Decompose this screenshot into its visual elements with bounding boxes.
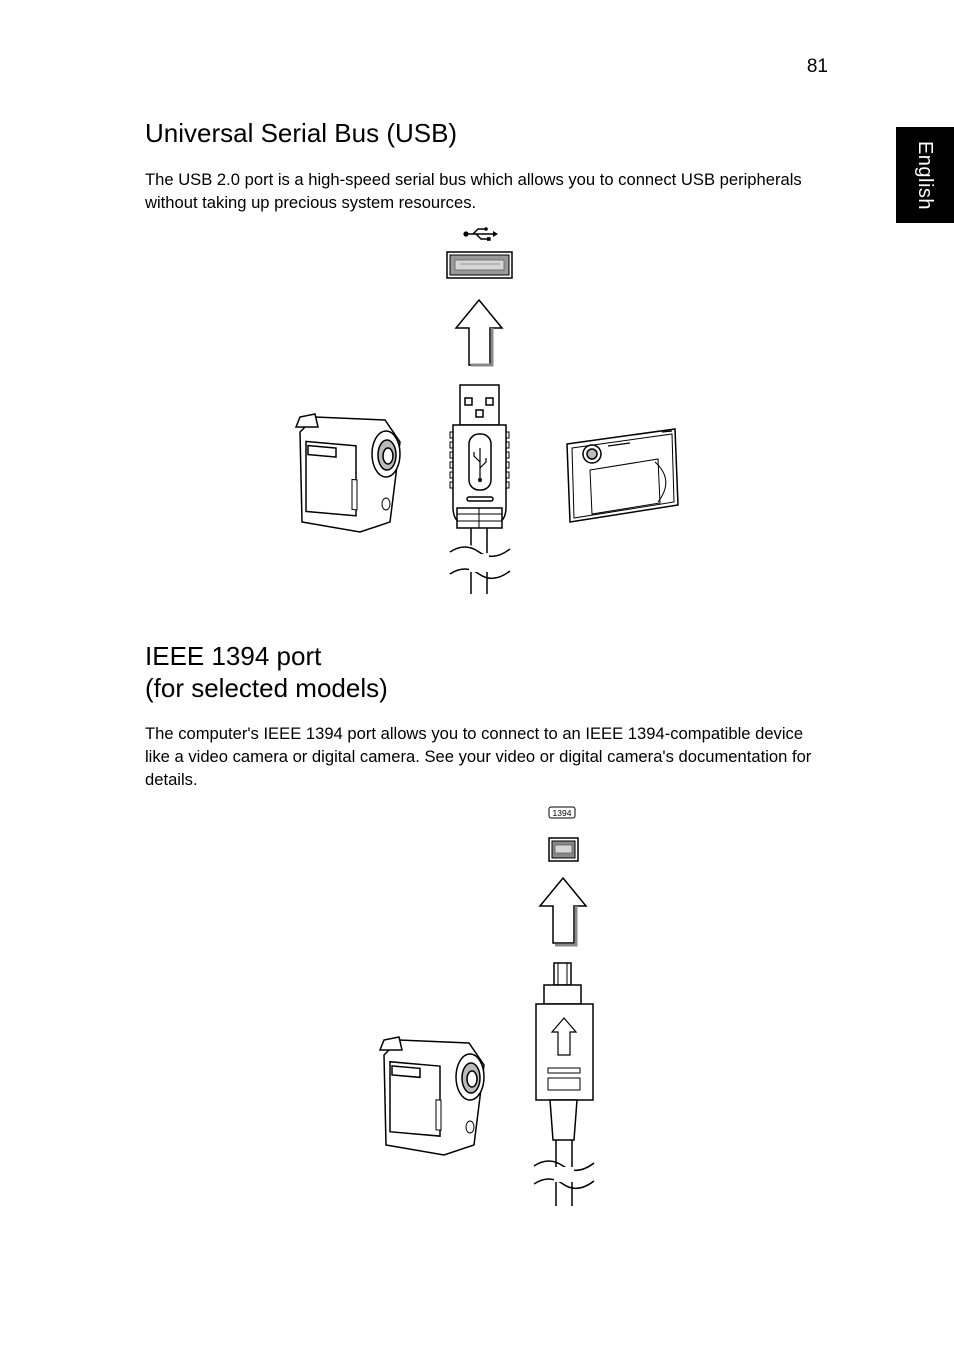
ieee1394-label-text: 1394 xyxy=(552,808,572,818)
usb-port-icon xyxy=(447,252,512,278)
usb-plug-icon xyxy=(450,385,509,528)
ieee-section-title xyxy=(145,640,388,704)
ieee1394-plug-icon xyxy=(536,963,593,1140)
insert-arrow-icon xyxy=(540,878,586,943)
video-camera-icon xyxy=(296,414,400,532)
ieee1394-label-icon xyxy=(549,807,575,818)
ieee1394-connection-illustration xyxy=(370,800,630,1210)
usb-section-body: The USB 2.0 port is a high-speed serial bus which allows you to connect USB peripherals without taking up precious system resources. xyxy=(145,170,802,212)
usb-title-text: Universal Serial Bus (USB) xyxy=(145,118,458,148)
video-camera-icon xyxy=(380,1037,484,1155)
ieee-section-body: The computer's IEEE 1394 port allows you to connect to an IEEE 1394-compatible device like a video camera or digital camera. See your video or digital camera's documentation for details. xyxy=(145,724,812,789)
usb-symbol-icon xyxy=(463,227,498,241)
digital-camera-icon xyxy=(567,429,678,522)
usb-cable-icon xyxy=(450,528,510,594)
language-tab-label: English xyxy=(914,140,937,210)
ieee1394-port-icon xyxy=(549,838,578,861)
page-number: 81 xyxy=(806,56,828,77)
ieee-title-line2: (for selected models) xyxy=(145,673,388,703)
language-tab xyxy=(896,127,954,223)
usb-connection-illustration xyxy=(290,222,690,597)
insert-arrow-icon xyxy=(456,300,502,365)
ieee1394-cable-icon xyxy=(534,1140,594,1206)
usb-section-title xyxy=(145,117,457,149)
ieee-title-line1: IEEE 1394 port xyxy=(145,641,322,671)
